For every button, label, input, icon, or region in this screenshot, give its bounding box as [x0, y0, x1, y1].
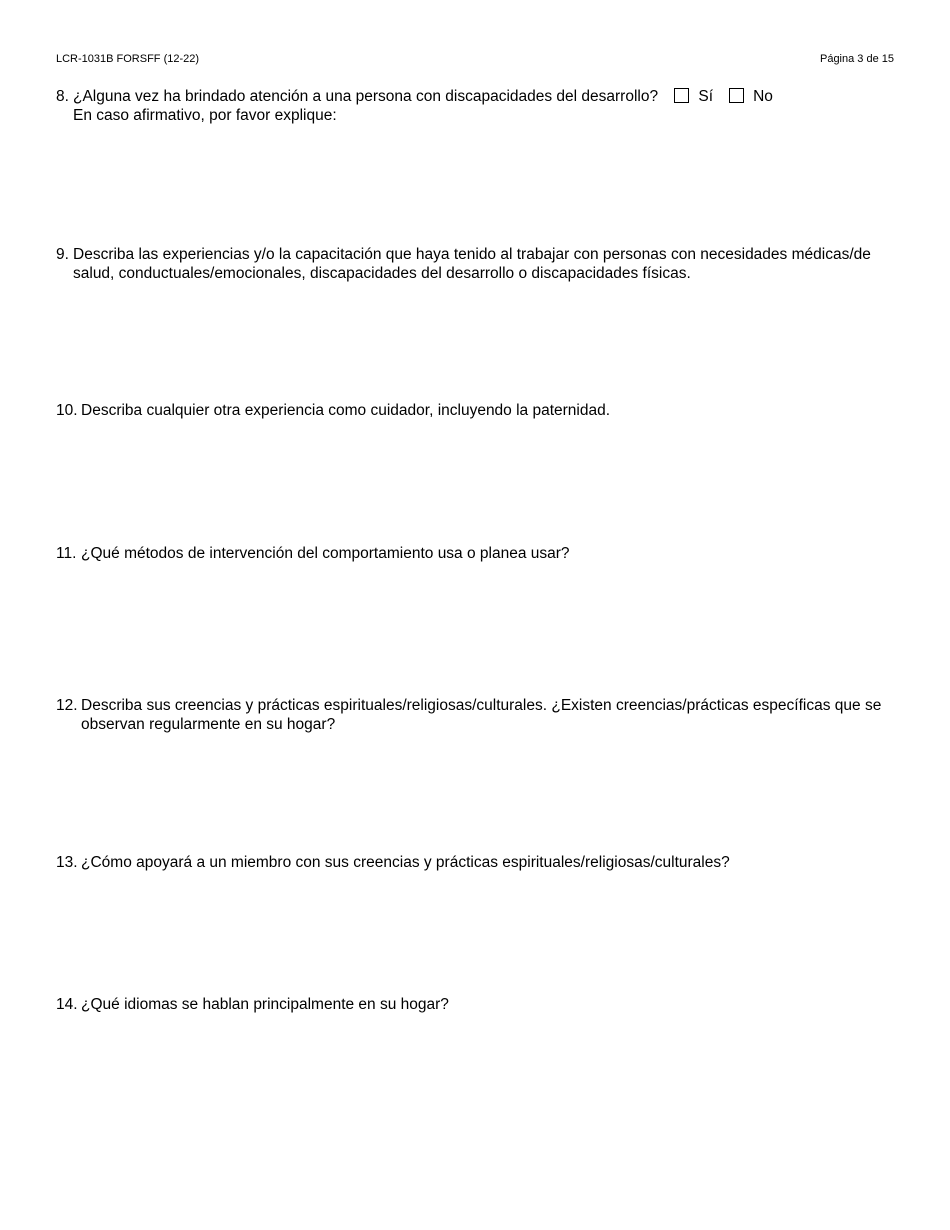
question-12 [56, 696, 901, 734]
question-8-followup: En caso afirmativo, por favor explique: [73, 107, 337, 124]
question-text [73, 87, 901, 106]
question-number: 14. [56, 996, 78, 1013]
question-text: ¿Qué métodos de intervención del comportamiento usa o planea usar? [81, 545, 570, 562]
yes-no-choice [674, 87, 788, 106]
question-text: Describa sus creencias y prácticas espirituales/religiosas/culturales. ¿Existen creencias/prácticas específicas que se observan regularmente en su hogar? [81, 697, 882, 733]
no-checkbox[interactable] [729, 88, 744, 103]
form-id: LCR-1031B FORSFF (12-22) [56, 53, 200, 65]
question-13 [56, 853, 901, 872]
question-number: 8. [56, 88, 69, 105]
yes-checkbox[interactable] [674, 88, 689, 103]
no-label: No [753, 88, 773, 105]
question-text: Describa cualquier otra experiencia como cuidador, incluyendo la paternidad. [81, 402, 611, 419]
question-14 [56, 995, 901, 1014]
question-number: 13. [56, 854, 78, 871]
question-9 [56, 245, 901, 283]
question-number: 11. [56, 545, 77, 562]
question-11 [56, 544, 901, 563]
question-8-prompt: ¿Alguna vez ha brindado atención a una persona con discapacidades del desarrollo? [73, 88, 659, 105]
question-number: 10. [56, 402, 78, 419]
question-number: 9. [56, 246, 69, 263]
question-10 [56, 401, 901, 420]
question-8 [56, 87, 901, 125]
question-text: ¿Qué idiomas se hablan principalmente en su hogar? [81, 996, 449, 1013]
yes-label: Sí [698, 88, 714, 105]
question-text: Describa las experiencias y/o la capacitación que haya tenido al trabajar con personas con necesidades médicas/de salud, conductuales/emocionales, discapacidades del desarrollo o discapacidades físicas. [73, 246, 871, 282]
question-text: ¿Cómo apoyará a un miembro con sus creencias y prácticas espirituales/religiosas/culturales? [81, 854, 730, 871]
question-number: 12. [56, 697, 78, 714]
page-number: Página 3 de 15 [819, 53, 894, 65]
